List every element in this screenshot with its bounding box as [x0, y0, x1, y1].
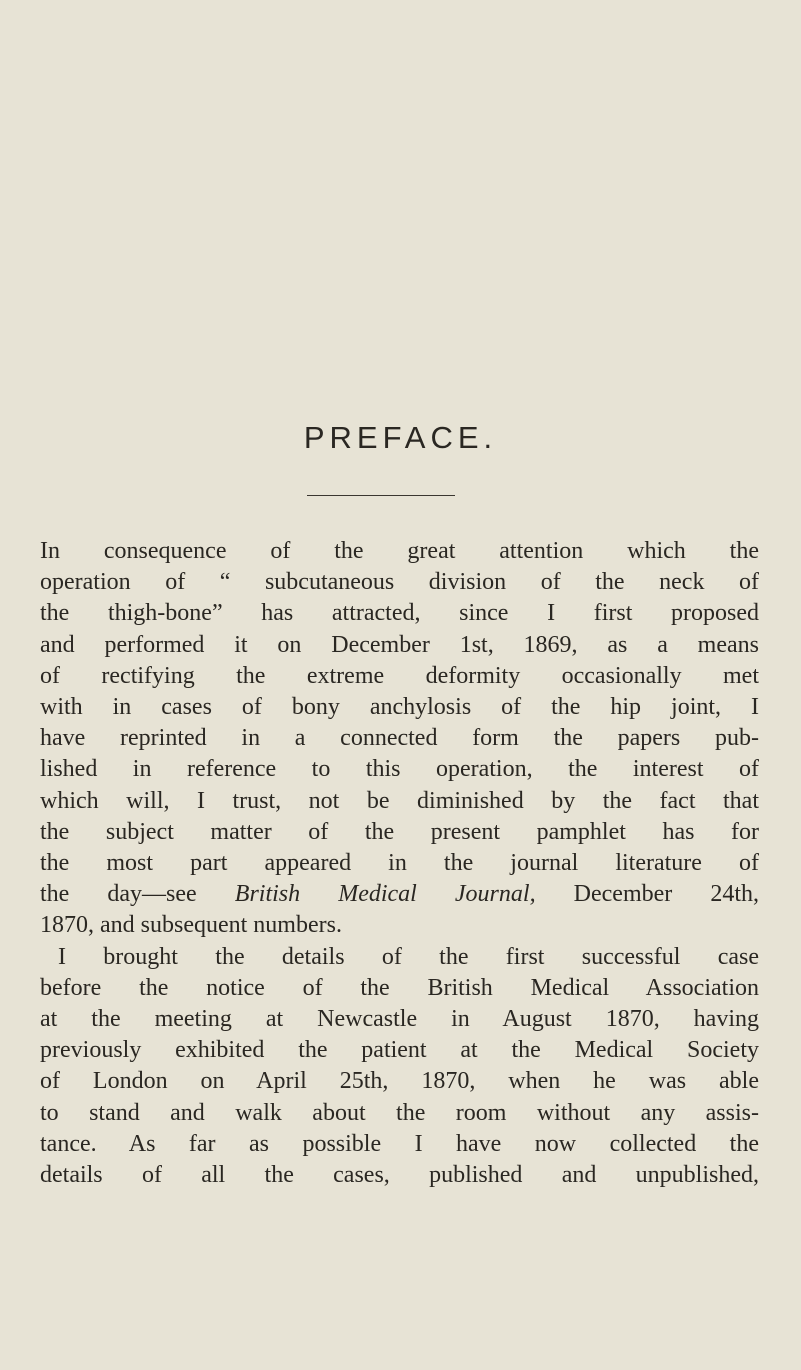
- text-line: at the meeting at Newcastle in August 1870, having: [40, 1006, 759, 1033]
- text-line: I brought the details of the first successful case: [58, 943, 759, 970]
- text-line: which will, I trust, not be diminished by the fact that: [40, 787, 759, 814]
- text-line: have reprinted in a connected form the papers pub-: [40, 725, 759, 752]
- text-line: and performed it on December 1st, 1869, as a means: [40, 631, 759, 658]
- text-fragment: the day—see: [40, 881, 235, 908]
- text-line: of rectifying the extreme deformity occasionally met: [40, 662, 759, 689]
- text-line: the thigh-bone” has attracted, since I first proposed: [40, 600, 759, 627]
- text-line: of London on April 25th, 1870, when he was able: [40, 1068, 759, 1095]
- title-rule: [307, 495, 455, 496]
- text-line: 1870, and subsequent numbers.: [40, 912, 342, 939]
- text-line: lished in reference to this operation, the interest of: [40, 756, 759, 783]
- preface-body: [40, 536, 759, 1191]
- page-title: PREFACE.: [303, 420, 498, 455]
- text-line: the most part appeared in the journal literature of: [40, 850, 759, 877]
- text-line: to stand and walk about the room without any assis-: [40, 1099, 759, 1126]
- journal-title: British Medical Journal,: [234, 881, 536, 908]
- text-line: before the notice of the British Medical Association: [40, 974, 759, 1001]
- text-line: with in cases of bony anchylosis of the hip joint, I: [40, 694, 759, 721]
- text-line: In consequence of the great attention which the: [40, 538, 759, 564]
- text-line: the subject matter of the present pamphlet has for: [40, 818, 759, 845]
- text-line-with-citation: [40, 879, 759, 910]
- text-line: operation of “ subcutaneous division of the neck of: [40, 569, 759, 596]
- text-line: tance. As far as possible I have now collected the: [40, 1130, 759, 1157]
- text-line: previously exhibited the patient at the Medical Society: [40, 1037, 759, 1064]
- text-line: details of all the cases, published and unpublished,: [40, 1162, 759, 1189]
- text-fragment: December 24th,: [535, 881, 759, 908]
